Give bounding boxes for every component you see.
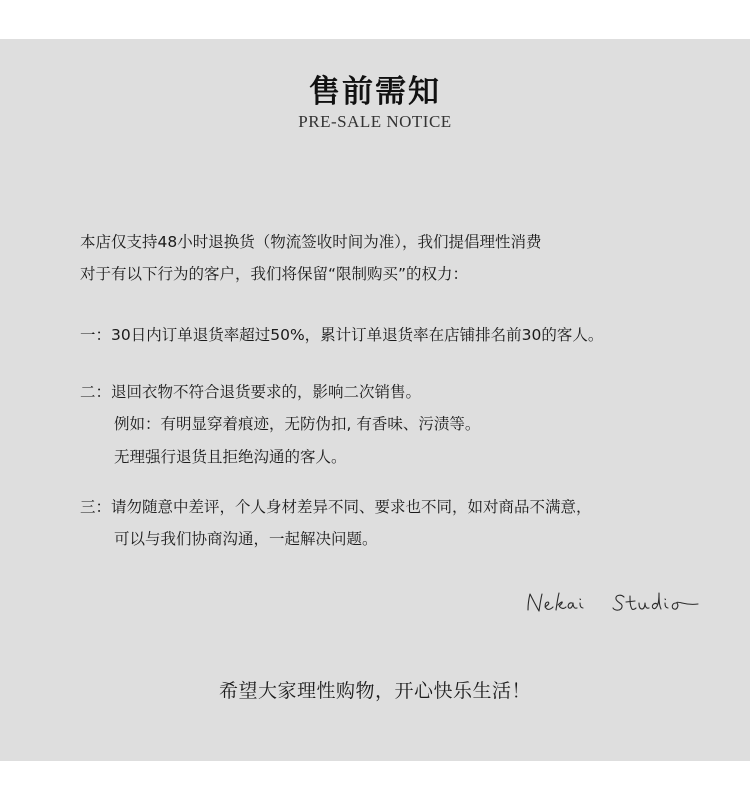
rule-item-2-line-1: 二：退回衣物不符合退货要求的，影响二次销售。 <box>80 383 422 401</box>
page-subtitle: PRE-SALE NOTICE <box>298 112 452 131</box>
intro-line-2: 对于有以下行为的客户，我们将保留“限制购买”的权力： <box>80 265 469 283</box>
intro-line-1: 本店仅支持48小时退换货（物流签收时间为准），我们提倡理性消费 <box>80 233 542 251</box>
rule-item-2-line-3: 无理强行退货且拒绝沟通的客人。 <box>114 448 347 466</box>
studio-signature <box>520 588 710 618</box>
page-title: 售前需知 <box>309 74 441 110</box>
rule-item-3-line-2: 可以与我们协商沟通，一起解决问题。 <box>114 530 378 548</box>
notice-panel <box>0 39 750 761</box>
rule-item-1: 一：30日内订单退货率超过50%，累计订单退货率在店铺排名前30的客人。 <box>80 326 604 344</box>
rule-item-2-line-2: 例如：有明显穿着痕迹，无防伪扣, 有香味、污渍等。 <box>114 415 481 433</box>
closing-message: 希望大家理性购物，开心快乐生活！ <box>218 680 531 702</box>
rule-item-3-line-1: 三：请勿随意中差评，个人身材差异不同、要求也不同，如对商品不满意， <box>80 498 592 516</box>
